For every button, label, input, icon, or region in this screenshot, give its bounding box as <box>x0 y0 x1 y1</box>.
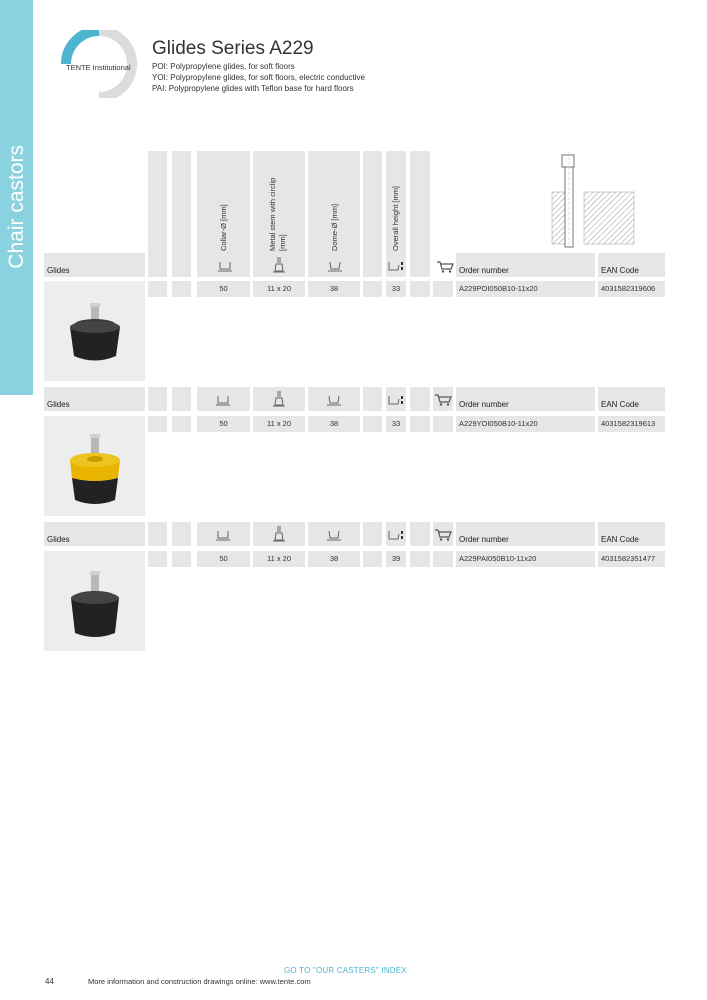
footer-info: More information and construction drawings online: www.tente.com <box>88 977 311 986</box>
stem-icon <box>272 391 286 407</box>
subtitle-line-pai: PAI: Polypropylene glides with Teflon base for hard floors <box>152 84 354 93</box>
subtitle-line-yoi: YOI: Polypropylene glides, for soft floors, electric conductive <box>152 73 365 82</box>
row3-blank-5 <box>433 551 453 567</box>
dome-icon <box>327 395 341 407</box>
product-photo <box>44 416 145 516</box>
group3-order-label: Order number <box>459 535 509 544</box>
g3-hdr-dome <box>308 522 360 546</box>
row3-ean: 4031582351477 <box>598 551 665 567</box>
group2-ean-header <box>598 387 665 411</box>
row3-height: 39 <box>386 551 406 567</box>
g3-hdr-blank-3 <box>363 522 382 546</box>
collar-icon <box>218 261 232 273</box>
row1-blank-2 <box>172 281 191 297</box>
height-icon <box>388 261 404 273</box>
g2-hdr-dome <box>308 387 360 411</box>
row2-blank-4 <box>410 416 430 432</box>
sidebar-tab <box>0 0 33 395</box>
col-header-blank-3 <box>363 151 382 277</box>
g3-hdr-blank-4 <box>410 522 430 546</box>
group3-label-cell <box>44 522 145 546</box>
group1-label-cell <box>44 253 145 277</box>
collar-icon <box>216 530 230 542</box>
g2-hdr-cart <box>433 387 453 411</box>
dome-header-text: Dome-Ø [mm] <box>330 203 339 251</box>
height-icon <box>388 530 404 542</box>
row1-blank-3 <box>363 281 382 297</box>
col-header-blank-2 <box>172 151 191 277</box>
subtitle-line-poi: POI: Polypropylene glides, for soft floors <box>152 62 295 71</box>
g3-hdr-stem <box>253 522 305 546</box>
group1-ean-header <box>598 253 665 277</box>
group2-label: Glides <box>47 400 70 409</box>
collar-header-text: Collar-Ø [mm] <box>219 204 228 251</box>
row1-blank-4 <box>410 281 430 297</box>
row3-blank-1 <box>148 551 167 567</box>
row2-stem: 11 x 20 <box>253 416 305 432</box>
g2-hdr-collar <box>197 387 250 411</box>
row2-blank-2 <box>172 416 191 432</box>
row3-blank-3 <box>363 551 382 567</box>
logo-text: TENTE Institutional <box>66 63 131 72</box>
row1-dome: 38 <box>308 281 360 297</box>
g2-hdr-blank-4 <box>410 387 430 411</box>
casters-index-link[interactable]: GO TO "OUR CASTERS" INDEX <box>284 966 407 975</box>
group3-order-header <box>456 522 595 546</box>
collar-icon <box>216 395 230 407</box>
product-photo <box>44 281 145 381</box>
glide-image-2 <box>44 416 145 516</box>
row1-height: 33 <box>386 281 406 297</box>
g3-hdr-blank-1 <box>148 522 167 546</box>
sidebar-label: Chair castors <box>5 145 28 269</box>
row1-blank-5 <box>433 281 453 297</box>
cart-icon <box>434 529 452 541</box>
row1-ean: 4031582319606 <box>598 281 665 297</box>
group1-ean-label: EAN Code <box>601 266 639 275</box>
g3-hdr-height <box>386 522 406 546</box>
stem-icon <box>272 257 286 273</box>
row1-blank-1 <box>148 281 167 297</box>
group3-ean-header <box>598 522 665 546</box>
row3-blank-4 <box>410 551 430 567</box>
row1-order-number: A229POI050B10-11x20 <box>456 281 595 297</box>
stem-drawing-icon <box>548 152 638 248</box>
g2-hdr-blank-1 <box>148 387 167 411</box>
g2-hdr-blank-3 <box>363 387 382 411</box>
group2-order-label: Order number <box>459 400 509 409</box>
col-header-dome <box>308 151 360 277</box>
row1-stem: 11 x 20 <box>253 281 305 297</box>
g3-hdr-collar <box>197 522 250 546</box>
group1-order-label: Order number <box>459 266 509 275</box>
cart-icon <box>434 394 452 406</box>
row3-stem: 11 x 20 <box>253 551 305 567</box>
glide-image-1 <box>44 281 145 381</box>
product-photo <box>44 551 145 651</box>
row1-collar: 50 <box>197 281 250 297</box>
row2-height: 33 <box>386 416 406 432</box>
g2-hdr-height <box>386 387 406 411</box>
dome-icon <box>327 530 341 542</box>
page-number: 44 <box>45 977 54 986</box>
row3-dome: 38 <box>308 551 360 567</box>
row3-collar: 50 <box>197 551 250 567</box>
row2-blank-1 <box>148 416 167 432</box>
glide-image-3 <box>44 551 145 651</box>
height-icon <box>388 395 404 407</box>
col-header-collar <box>197 151 250 277</box>
height-header-text: Overall height [mm] <box>391 185 400 251</box>
group2-label-cell <box>44 387 145 411</box>
row2-order-number: A229YOI050B10-11x20 <box>456 416 595 432</box>
group3-label: Glides <box>47 535 70 544</box>
group1-label: Glides <box>47 266 70 275</box>
col-header-blank-1 <box>148 151 167 277</box>
row2-blank-5 <box>433 416 453 432</box>
group2-ean-label: EAN Code <box>601 400 639 409</box>
row2-blank-3 <box>363 416 382 432</box>
cart-icon <box>436 261 454 273</box>
row3-blank-2 <box>172 551 191 567</box>
row2-ean: 4031582319613 <box>598 416 665 432</box>
g2-hdr-stem <box>253 387 305 411</box>
g2-hdr-blank-2 <box>172 387 191 411</box>
col-header-blank-4 <box>410 151 430 277</box>
group3-ean-label: EAN Code <box>601 535 639 544</box>
stem-header-text: Metal stem with circlip [mm] <box>268 177 287 251</box>
group1-order-header <box>456 253 595 277</box>
g3-hdr-cart <box>433 522 453 546</box>
group2-order-header <box>456 387 595 411</box>
row2-dome: 38 <box>308 416 360 432</box>
col-header-height <box>386 151 406 277</box>
stem-icon <box>272 526 286 542</box>
dome-icon <box>328 261 342 273</box>
page-title: Glides Series A229 <box>152 38 314 59</box>
row3-order-number: A229PAI050B10-11x20 <box>456 551 595 567</box>
row2-collar: 50 <box>197 416 250 432</box>
g3-hdr-blank-2 <box>172 522 191 546</box>
